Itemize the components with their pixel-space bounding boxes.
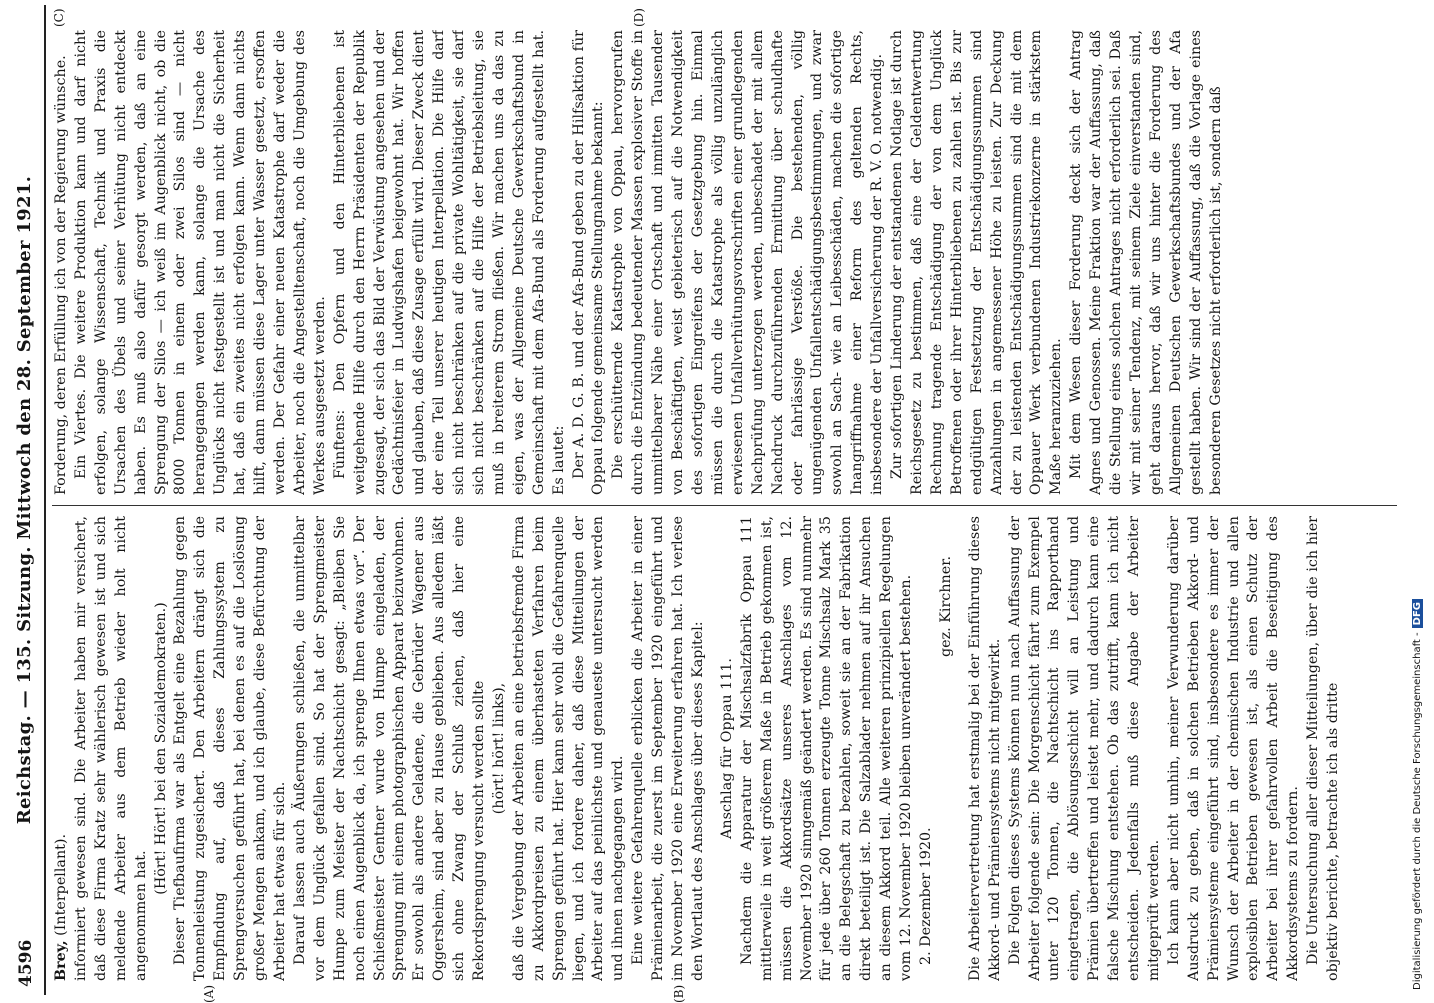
paragraph: Dieser Tiefbaufirma war als Entgelt eine Bezahlung gegen Tonnenleistung zugesichert. Den Arbeitern drängt sich die Empfindung auf, daß dieses Zahlungssystem zu Sprengversuchen geführt hat, bei denen es auf die Loslösung großer Mengen ankam, und ich glaube, diese Befürchtung der Arbeiter hat etwas für sich. <box>172 516 288 981</box>
column-divider <box>52 505 1397 506</box>
notice-body: Nachdem die Apparatur der Mischsalzfabrik Oppau 111 mittlerweile in weit größerem Maße in Betrieb gekommen ist, müssen die Akkordsätze unseres Anschlages vom 12. November 1920 sinngemäß geändert werden. Es sind nunmehr für jede über 260 Tonnen erzeugte Tonne Mischsalz Mark 35 an die Belegschaft zu bezahlen, soweit sie an der Fabrikation direkt beteiligt ist. Die Salzablader nehmen auf ihr Ansuchen an diesem Akkord teil. Alle weiteren prinzipiellen Regelungen vom 12. November 1920 bleiben unverändert bestehen. <box>738 516 915 981</box>
notice-date: 2. Dezember 1920. <box>917 827 934 965</box>
document-page <box>12 5 1412 1003</box>
left-column <box>52 516 1397 981</box>
spacer <box>957 516 966 981</box>
speaker-name: Brey, <box>53 940 69 981</box>
page-header <box>12 5 46 995</box>
quoted-statement: Die erschütternde Katastrophe von Oppau, hervorgerufen durch die Entzündung bedeutender Massen explosiver Stoffe in unmittelbarer Nähe einer Ortschaft und inmitten Tausender von Beschäftigten, weist gebieterisch auf die Notwendigkeit des sofortigen Eingreifens der Gesetzgebung hin. Einmal müssen die durch die Katastrophe als völlig unzulänglich erwiesenen Unfallverhütungsvorschriften einer grundlegenden Nachprüfung unterzogen werden, unbeschadet der mit allem Nachdruck durchzuführenden Ermittlung über schuldhafte oder fahrlässige Verstöße. Die bestehenden, völlig ungenügenden Unfallentschädigungsbestimmungen, und zwar sowohl an Sach- wie an Leibesschäden, machen die sofortige Inangriffnahme einer Reform des geltenden Rechts, insbesondere der Unfallversicherung der R. V. O. notwendig. <box>610 30 886 495</box>
dfg-logo: DFG <box>1412 599 1423 628</box>
paragraph: Der A. D. G. B. und der Afa-Bund geben zu der Hilfsaktion für Oppau folgende gemeinsame Stellungnahme bekannt: <box>570 30 607 495</box>
speaker-role: (Interpellant). <box>53 833 69 936</box>
header-rule <box>44 5 46 995</box>
credit-text: Digitalisierung gefördert durch die Deutsche Forschungsgemeinschaft - <box>1412 632 1423 990</box>
paragraph: Die Untersuchung aller dieser Mitteilungen, über die ich hier objektiv berichte, betrachte ich als dritte <box>1305 516 1342 981</box>
digitization-credit <box>1410 10 1434 990</box>
interjection: (hört! hört! links), <box>490 682 507 815</box>
page-number: 4596 <box>16 939 36 987</box>
running-title: Reichstag. — 135. Sitzung. Mittwoch den 28. September 1921. <box>14 175 35 825</box>
notice-signature: gez. Kirchner. <box>937 556 954 658</box>
margin-marker-a: (A) <box>202 984 216 1003</box>
right-column <box>52 30 1397 495</box>
notice-title: Anschlag für Oppau 111. <box>718 658 735 839</box>
margin-marker-c: (C) <box>52 8 66 27</box>
paragraph: daß die Vergebung der Arbeiten an eine betriebsfremde Firma zu Akkordpreisen zu einem überhasteten Verfahren beim Sprengen geführt hat. Hier kann sehr wohl die Gefahrenquelle liegen, und ich fordere daher, daß diese Mitteilungen der Arbeiter auf das peinlichste und genaueste untersucht werden und ihnen nachgegangen wird. <box>510 516 627 981</box>
paragraph: Die Arbeitervertretung hat erstmalig bei der Einführung dieses Akkord- und Prämiensystems nicht mitgewirkt. <box>966 516 1003 981</box>
quoted-statement: Zur sofortigen Linderung der entstandenen Notlage ist durch Reichsgesetz zu bestimmen, daß eine der Geldentwertung Rechnung tragende Entschädigung der von dem Unglück Betroffenen oder ihrer Hinterbliebenen zu zahlen ist. Bis zur endgültigen Festsetzung der Entschädigungssummen sind Anzahlungen in angemessener Höhe zu leisten. Zur Deckung der zu leistenden Entschädigungssummen sind die mit dem Oppauer Werk verbundenen Industriekonzerne in stärkstem Maße heranzuziehen. <box>889 30 1065 495</box>
paragraph: Mit dem Wesen dieser Forderung deckt sich der Antrag Agnes und Genossen. Meine Fraktion war der Auffassung, daß die Stellung eines solchen Antrages nicht erforderlich sei. Daß wir mit seiner Tendenz, mit seinem Ziele einverstanden sind, geht daraus hervor, daß wir uns hinter die Forderung des Allgemeinen Deutschen Gewerkschaftsbundes und der Afa gestellt haben. Wir sind der Auffassung, daß die Vorlage eines besonderen Gesetzes nicht erforderlich ist, sondern daß <box>1068 30 1224 495</box>
paragraph: Die Folgen dieses Systems können nun nach Auffassung der Arbeiter folgende sein: Die Morgenschicht fährt zum Exempel unter 120 Tonnen, die Nachtschicht ins Rapporthand eingetragen, die Ablösungsschicht will an Leistung und Prämien übertreffen und leistet mehr, und dadurch kann eine falsche Mischung entstehen. Ob das zutrifft, kann ich nicht entscheiden. Jedenfalls muß diese Angabe der Arbeiter mitgeprüft werden. <box>1006 516 1162 981</box>
paragraph: Forderung, deren Erfüllung ich von der Regierung wünsche. <box>53 55 69 495</box>
paragraph: Eine weitere Gefahrenquelle erblicken die Arbeiter in einer Prämienarbeit, die zuerst im September 1920 eingeführt und im November 1920 eine Erweiterung erfahren hat. Ich verlese den Wortlaut des Anschlages über dieses Kapitel: <box>630 516 706 981</box>
paragraph: informiert gewesen sind. Die Arbeiter haben mir versichert, daß diese Firma Kratz sehr wählerisch gewesen ist und sich meldende Arbeiter aus dem Betrieb wieder holt nicht angenommen hat. <box>72 516 149 981</box>
margin-marker-b: (B) <box>672 984 686 1003</box>
paragraph: Ein Viertes. Die weitere Produktion kann und darf nicht erfolgen, solange Wissenschaft, Technik und Praxis die Ursachen des Übels und seiner Verhütung nicht entdeckt haben. Es muß also dafür gesorgt werden, daß an eine Sprengung der Silos — ich weiß im Augenblick nicht, ob die 8000 Tonnen in einem oder zwei Silos sind — nicht herangegangen werden kann, solange die Ursache des Unglücks nicht festgestellt ist und man nicht die Sicherheit hat, daß ein zweites nicht erfolgen kann. Wenn dann nichts hilft, dann müssen diese Lager unter Wasser gesetzt, ersoffen werden. Der Gefahr einer neuen Katastrophe darf weder die Arbeiter, noch die Angestelltenschaft, noch die Umgebung des Werkes ausgesetzt werden. <box>72 30 328 495</box>
paragraph: Fünftens: Den Opfern und den Hinterbliebenen ist weitgehende Hilfe durch den Herrn Präsidenten der Republik zugesagt, der sich das Bild der Verwüstung angesehen und der Gedächtnisfeier in Ludwigshafen beigewohnt hat. Wir hoffen und glauben, daß diese Zusage erfüllt wird. Dieser Zweck dient der eine Teil unserer heutigen Interpellation. Die Hilfe darf sich nicht beschränken auf die private Wohltätigkeit, sie darf sich nicht beschränken auf die Hilfe der Betriebsleitung, sie muß in breiterem Strom fließen. Wir machen uns da das zu eigen, was der Allgemeine Deutsche Gewerkschaftsbund in Gemeinschaft mit dem Afa-Bund als Forderung aufgestellt hat. Es lautet: <box>331 30 567 495</box>
paragraph: Darauf lassen auch Äußerungen schließen, die unmittelbar vor dem Unglück gefallen sind. So hat der Sprengmeister Humpe zum Meister der Nachtschicht gesagt: „Bleiben Sie noch einen Augenblick da, ich sprenge Ihnen etwas vor“. Der Schießmeister Gentner wurde von Humpe eingeladen, der Sprengung mit einem photographischen Apparat beizuwohnen. Er sowohl als andere Geladene, die Gebrüder Wagener aus Oggersheim, sind aber zu Hause geblieben. Aus alledem läßt sich ohne Zwang der Schluß ziehen, daß hier eine Rekordsprengung versucht werden sollte <box>291 516 488 981</box>
paragraph: Ich kann aber nicht umhin, meiner Verwunderung darüber Ausdruck zu geben, daß in solchen Betrieben Akkord- und Prämiensysteme eingeführt sind, insbesondere es immer der Wunsch der Arbeiter in der chemischen Industrie und allen explosiblen Betrieben gewesen ist, als einen Schutz der Arbeiter bei ihrer gefahrvollen Arbeit die Beseitigung des Akkordsystems zu fordern. <box>1165 516 1302 981</box>
margin-marker-d: (D) <box>632 8 646 27</box>
spacer <box>709 516 718 981</box>
speaker-line <box>52 516 72 981</box>
interjection: (Hört! Hört! bei den Sozialdemokraten.) <box>152 602 169 895</box>
